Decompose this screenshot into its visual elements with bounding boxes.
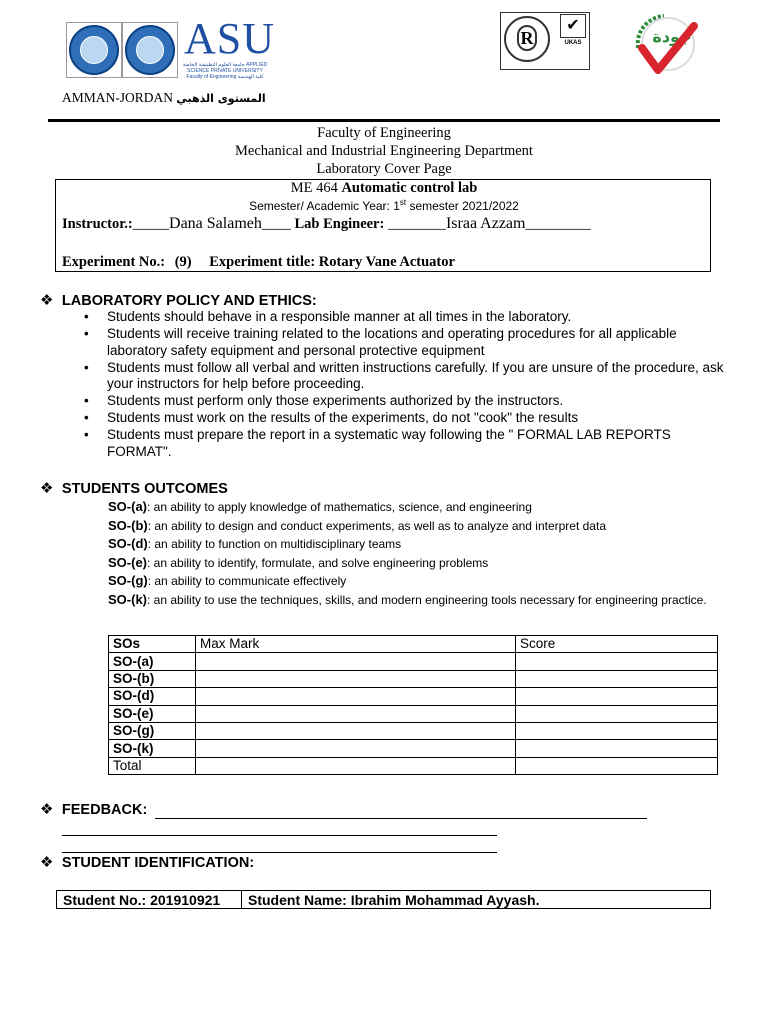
max-mark-cell[interactable]	[196, 653, 516, 670]
score-cell[interactable]	[516, 705, 718, 722]
level-arabic-text: المستوى الذهبي	[176, 92, 266, 105]
faculty-title: Faculty of Engineering	[317, 125, 451, 141]
table-header-cell: Max Mark	[196, 636, 516, 653]
policy-list	[84, 309, 724, 461]
table-row: SO-(g)	[109, 722, 718, 739]
bullet-dot-icon: •	[84, 393, 89, 408]
outcome-item: SO-(a): an ability to apply knowledge of mathematics, science, and engineering	[108, 499, 532, 514]
experiment-no-label: Experiment No.:	[62, 254, 166, 270]
student-name: Ibrahim Mohammad Ayyash.	[350, 892, 540, 908]
feedback-heading: FEEDBACK:	[61, 802, 148, 818]
student-no-label: Student No.:	[63, 892, 147, 908]
semester-sup: st	[399, 198, 407, 207]
max-mark-cell[interactable]	[196, 688, 516, 705]
max-mark-cell[interactable]	[196, 722, 516, 739]
semester-label: Semester/ Academic Year: 1	[249, 199, 400, 213]
page-title: Laboratory Cover Page	[316, 161, 452, 177]
student-box-divider	[241, 891, 242, 908]
table-row: Total	[109, 757, 718, 774]
table-row: SO-(a)	[109, 653, 718, 670]
engineering-faculty-logo	[69, 25, 119, 75]
header-divider	[48, 119, 720, 122]
table-header-cell: Score	[516, 636, 718, 653]
score-cell[interactable]	[516, 670, 718, 687]
student-no: 201910921	[150, 892, 221, 908]
bullet-dot-icon: •	[84, 427, 89, 442]
score-cell[interactable]	[516, 722, 718, 739]
list-item: • Students will receive training related to the locations and operating procedures for all applicable laboratory safety equipment and personal protective equipment	[84, 326, 677, 358]
bullet-dot-icon: •	[84, 326, 89, 341]
score-cell[interactable]	[516, 653, 718, 670]
asu-logo-subtitle: جامعة العلوم التطبيقية الخاصة APPLIED SCIENCE PRIVATE UNIVERSITY Faculty of Engineering كلية الهندسة	[182, 62, 268, 80]
list-item: • Students must follow all verbal and written instructions carefully. If you are unsure of the procedure, ask your instructors for help before proceeding.	[84, 359, 724, 391]
identification-heading-line	[40, 853, 254, 872]
semester-rest: semester 2021/2022	[406, 199, 519, 213]
experiment-title: Rotary Vane Actuator	[318, 254, 455, 270]
diamond-bullet-icon: ❖	[40, 853, 54, 871]
instructor-label: Instructor.:	[62, 216, 133, 232]
score-cell[interactable]	[516, 688, 718, 705]
instructor-name: Dana Salameh	[169, 215, 262, 232]
outcome-item: SO-(k): an ability to use the techniques, skills, and modern engineering tools necessary for engineering practice.	[108, 591, 707, 607]
semester-line	[0, 198, 768, 213]
table-row: SO-(e)	[109, 705, 718, 722]
student-name-field	[248, 892, 539, 908]
jawda-logo-text: جودة	[652, 27, 692, 46]
identification-heading: STUDENT IDENTIFICATION:	[61, 855, 255, 871]
policy-heading: LABORATORY POLICY AND ETHICS:	[61, 293, 317, 309]
bullet-dot-icon: •	[84, 410, 89, 425]
outcomes-heading-line	[40, 479, 228, 498]
list-item: • Students should behave in a responsible manner at all times in the laboratory.	[84, 309, 572, 324]
jawda-quality-logo	[628, 8, 700, 82]
diamond-bullet-icon: ❖	[40, 291, 54, 309]
registered-mark-icon: R	[517, 25, 537, 51]
engineer-name: Israa Azzam	[445, 215, 526, 232]
experiment-title-label: Experiment title:	[209, 254, 316, 270]
asu-logo: ASU	[184, 14, 276, 63]
experiment-line	[62, 254, 455, 271]
diamond-bullet-icon: ❖	[40, 800, 54, 818]
student-name-label: Student Name:	[248, 892, 347, 908]
feedback-heading-line	[40, 800, 147, 819]
score-cell[interactable]	[516, 757, 718, 774]
feedback-line-2[interactable]	[62, 835, 497, 836]
score-cell[interactable]	[516, 740, 718, 757]
table-header-row	[109, 636, 718, 653]
table-row: SO-(k)	[109, 740, 718, 757]
experiment-no: (9)	[174, 254, 192, 270]
list-item: • Students must perform only those experiments authorized by the instructors.	[84, 393, 564, 408]
student-info-box	[56, 890, 711, 909]
max-mark-cell[interactable]	[196, 757, 516, 774]
diamond-bullet-icon: ❖	[40, 479, 54, 497]
instructor-line: Instructor.:_____Dana Salameh____ Lab Engineer: ________Israa Azzam_________	[62, 215, 591, 232]
outcome-item: SO-(e): an ability to identify, formulate, and solve engineering problems	[108, 554, 489, 570]
course-name: Automatic control lab	[341, 180, 478, 196]
outcomes-heading: STUDENTS OUTCOMES	[61, 481, 228, 497]
max-mark-cell[interactable]	[196, 670, 516, 687]
table-row: SO-(d)	[109, 688, 718, 705]
location-text: AMMAN-JORDAN	[62, 90, 174, 105]
course-code: ME 464	[290, 180, 338, 196]
list-item: • Students must work on the results of the experiments, do not "cook" the results	[84, 410, 579, 425]
outcomes-list	[108, 498, 718, 610]
outcome-item: SO-(g): an ability to communicate effectively	[108, 573, 347, 589]
feedback-line-1[interactable]	[155, 818, 647, 819]
max-mark-cell[interactable]	[196, 705, 516, 722]
engineer-label: Lab Engineer:	[294, 216, 385, 232]
list-item: • Students must prepare the report in a systematic way following the " FORMAL LAB REPORTS FORMAT".	[84, 427, 671, 459]
table-header-cell: SOs	[109, 636, 196, 653]
ukas-check-icon: ✔	[560, 14, 586, 38]
so-score-table	[108, 635, 718, 775]
ukas-logo: UKAS	[564, 40, 582, 46]
student-no-field	[63, 892, 220, 908]
course-line	[0, 180, 768, 197]
max-mark-cell[interactable]	[196, 740, 516, 757]
table-row: SO-(b)	[109, 670, 718, 687]
bullet-dot-icon: •	[84, 359, 89, 375]
university-seal-logo	[125, 25, 175, 75]
location-line	[62, 90, 266, 106]
outcome-item: SO-(b): an ability to design and conduct experiments, as well as to analyze and interpret data	[108, 517, 606, 533]
policy-heading-line	[40, 291, 317, 310]
department-title: Mechanical and Industrial Engineering Department	[235, 143, 533, 159]
bullet-dot-icon: •	[84, 309, 89, 324]
outcome-item: SO-(d): an ability to function on multidisciplinary teams	[108, 536, 402, 552]
